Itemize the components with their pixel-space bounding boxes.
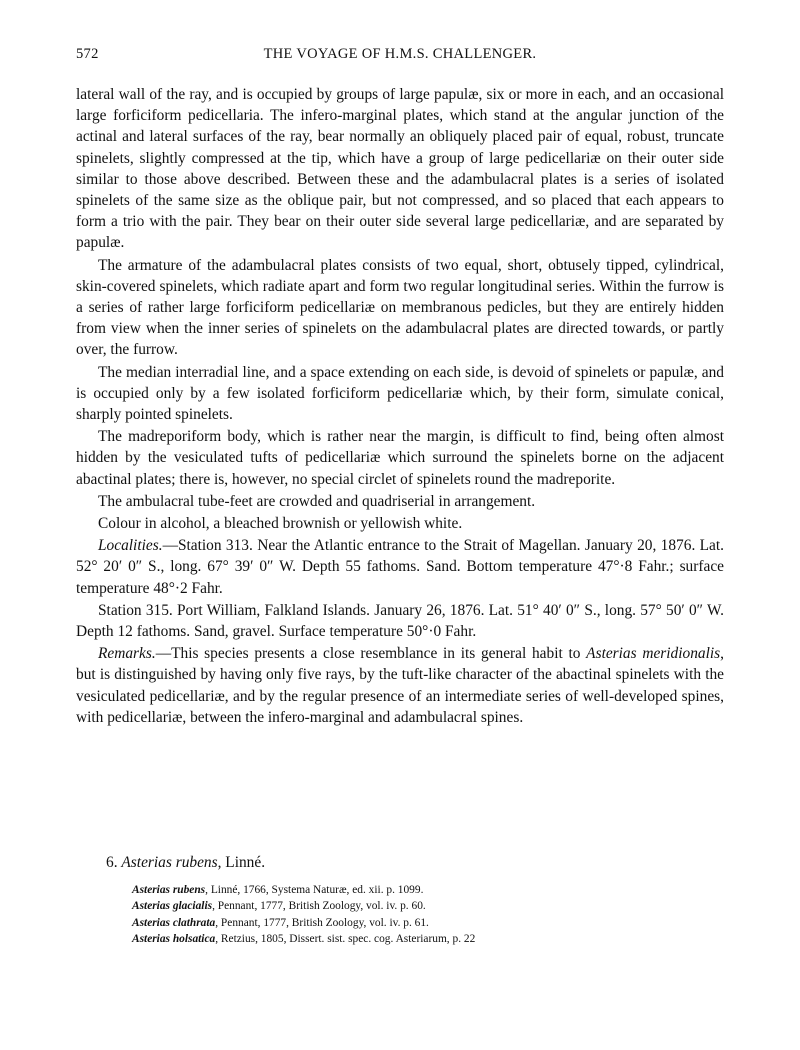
paragraph-madreporite: The madreporiform body, which is rather near the margin, is difficult to find, being often almost hidden by the vesiculated tufts of pedicellariæ which surround the spinelets borne on the adjacent abactinal plates; there is, however, no special circlet of spinelets round the madreporite. — [76, 428, 724, 488]
paragraph-tube-feet: The ambulacral tube-feet are crowded and quadriserial in arrangement. — [98, 492, 536, 510]
paragraph-colour: Colour in alcohol, a bleached brownish or yellowish white. — [98, 515, 463, 533]
remarks-text-a: —This species presents a close resemblance in its general habit to — [155, 645, 587, 663]
synonym-reference: , Pennant, 1777, British Zoology, vol. iv. p. 60. — [212, 900, 426, 913]
remarks-species-name: Asterias meridionalis — [586, 645, 721, 663]
synonym-reference: , Retzius, 1805, Dissert. sist. spec. cog. Asteriarum, p. 22 — [215, 933, 476, 946]
synonym-name: Asterias rubens — [132, 884, 206, 896]
remarks-text-b: , but is distinguished by having only five rays, by the tuft-like character of the abactinal spinelets with the vesiculated pedicellariæ, and by the regular presence of an intermediate series of well-developed spines, with pedicellariæ, between the infero-marginal and adambulacral spines. — [76, 645, 725, 726]
remarks-label: Remarks. — [98, 645, 156, 663]
localities-label: Localities. — [98, 537, 163, 555]
body-text — [76, 84, 724, 728]
page-number: 572 — [76, 46, 99, 62]
synonym-entry — [132, 915, 692, 931]
synonym-reference: , Pennant, 1777, British Zoology, vol. iv. p. 61. — [215, 916, 429, 929]
paragraph-continued: lateral wall of the ray, and is occupied by groups of large papulæ, six or more in each, and an occasional large forficiform pedicellaria. The infero-marginal plates, which stand at the angular junction of the actinal and lateral surfaces of the ray, bear normally an obliquely placed pair of equal, robust, truncate spinelets, slightly compressed at the tip, which have a group of large pedicellariæ on their outer side similar to those above described. Between these and the adambulacral plates is a series of isolated spinelets of the same size as the oblique pair, but not compressed, and so placed that each appears to form a trio with the pair. They bear on their outer side several large pedicellariæ, and are separated by papulæ. — [76, 86, 724, 252]
species-number: 6. — [106, 854, 118, 871]
synonymy-list — [132, 882, 692, 948]
synonym-name: Asterias holsatica — [132, 933, 216, 946]
paragraph-localities — [76, 535, 724, 599]
synonym-name: Asterias clathrata — [132, 916, 216, 929]
paragraph-remarks — [76, 643, 724, 728]
localities-text: —Station 313. Near the Atlantic entrance to the Strait of Magellan. January 20, 1876. Lat. 52° 20′ 0″ S., long. 67° 39′ 0″ W. Depth 55 fathoms. Sand. Bottom temperature 47°·8 Fahr.; surface temperature 48°·2 Fahr. — [76, 537, 724, 597]
species-name: Asterias rubens — [121, 854, 218, 871]
synonym-name: Asterias glacialis — [132, 900, 213, 913]
synonym-entry — [132, 898, 692, 914]
paragraph-adambulacral: The armature of the adambulacral plates consists of two equal, short, obtusely tipped, cylindrical, skin-covered spinelets, which radiate apart and form two regular longitudinal series. Within the furrow is a series of rather large forficiform pedicellariæ on membranous pedicles, but they are entirely hidden from view when the inner series of spinelets on the adambulacral plates are directed towards, or partly over, the furrow. — [76, 256, 724, 359]
species-author: , Linné. — [217, 854, 266, 871]
synonym-entry — [132, 931, 692, 947]
synonym-entry — [132, 882, 692, 898]
page-header — [76, 46, 724, 66]
paragraph-interradial: The median interradial line, and a space extending on each side, is devoid of spinelets or papulæ, and is occupied only by a few isolated forficiform pedicellariæ which, by their form, simulate conical, sharply pointed spinelets. — [76, 363, 724, 424]
species-heading — [106, 854, 706, 872]
synonym-reference: , Linné, 1766, Systema Naturæ, ed. xii. p. 1099. — [205, 884, 424, 896]
paragraph-station-315: Station 315. Port William, Falkland Islands. January 26, 1876. Lat. 51° 40′ 0″ S., long. 57° 50′ 0″ W. Depth 12 fathoms. Sand, gravel. Surface temperature 50°·0 Fahr. — [76, 601, 724, 641]
running-title: THE VOYAGE OF H.M.S. CHALLENGER. — [263, 46, 537, 62]
